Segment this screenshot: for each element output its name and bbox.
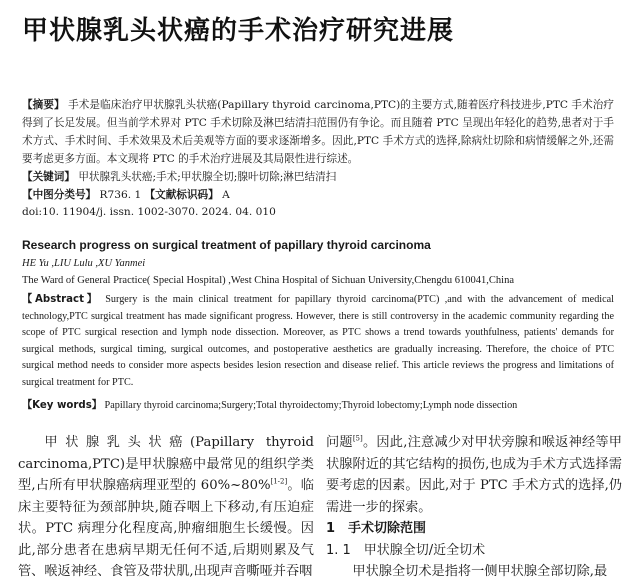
keywords-cn-label: 【关键词】 [22, 171, 75, 183]
abstract-cn [22, 96, 614, 168]
body-text: 甲状腺乳头状癌(Papillary thyroid carcinoma,PTC)是甲状腺癌中最常见的组织学类型,占所有甲状腺癌病理亚型的 60%~80% [18, 435, 314, 493]
citation: [5] [352, 434, 363, 443]
abstract-en-text: Surgery is the main clinical treatment for papillary thyroid carcinoma(PTC) ,and with the advancement of medical technology,PTC surgical treatment has made significant progress. However, there is still controversy in the academic community regarding the scope of PTC surgical resection and lymph node dissection. Moreover, as PTC shows a trend towards youthfulness, patients' demands for surgical methods, surgical timing, surgical outcomes, and postoperative aesthetics are gradually increasing. Therefore, the choice of PTC surgical method needs to consider more aspects besides lesion resection and disease relief. This article reviews the progress and limitations of surgical treatment for PTC. [22, 294, 614, 388]
classification-value: R736. 1 [99, 189, 142, 201]
english-title: Research progress on surgical treatment of papillary thyroid carcinoma [22, 238, 431, 252]
body-right-column [326, 432, 622, 583]
english-affiliation: The Ward of General Practice( Special Hospital) ,West China Hospital of Sichuan University,Chengdu 610041,China [22, 275, 514, 286]
keywords-en-label: 【Key words】 [22, 400, 102, 411]
abstract-en [22, 292, 614, 392]
keywords-en-text: Papillary thyroid carcinoma;Surgery;Total thyroidectomy;Thyroid lobectomy;Lymph node dissection [104, 400, 518, 411]
classification-label: 【中图分类号】 [22, 189, 97, 201]
citation: [1-2] [270, 477, 288, 486]
keywords-cn-text: 甲状腺乳头状癌;手术;甲状腺全切;腺叶切除;淋巴结清扫 [78, 171, 337, 183]
doc-code-label: 【文献标识码】 [144, 189, 219, 201]
abstract-cn-text: 手术是临床治疗甲状腺乳头状癌(Papillary thyroid carcinoma,PTC)的主要方式,随着医疗科技进步,PTC 手术治疗得到了长足发展。但当前学术界对 PTC 手术切除及淋巴结清扫范围仍有争论。而且随着 PTC 呈现出年轻化的趋势,患者对于手术方式、手术时间、手术效果及术后美观等方面的要求逐渐增多。因此,PTC 手术方式的选择,除病灶切除和病情缓解之外,还需要考虑更多方面。本文现将 PTC 的手术治疗进展及其局限性进行综述。 [22, 99, 614, 165]
doc-code-value: A [222, 189, 230, 201]
body-text: 。临床主要特征为颈部肿块,随吞咽上下移动,有压迫症状。PTC 病理分化程度高,肿瘤细胞生长缓慢。因此,部分患者在患病早期无任何不适,后期则累及气管、喉返神经、食管及带状肌,出现声音嘶哑并吞咽 [18, 478, 314, 579]
classification-line [22, 186, 622, 204]
body-left-column [18, 432, 314, 583]
english-authors: HE Yu ,LIU Lulu ,XU Yanmei [22, 258, 146, 269]
paper-title: 甲状腺乳头状癌的手术治疗研究进展 [22, 16, 455, 46]
body-text: 问题 [326, 435, 353, 450]
abstract-cn-label: 【摘要】 [22, 99, 65, 111]
body-paragraph [326, 432, 622, 518]
keywords-en [22, 396, 622, 411]
body-paragraph [18, 432, 314, 583]
body-paragraph: 甲状腺全切术是指将一侧甲状腺全部切除,最 [352, 564, 608, 579]
keywords-cn [22, 168, 622, 186]
doi: doi:10. 11904/j. issn. 1002-3070. 2024. 04. 010 [22, 206, 276, 218]
subsection-heading: 1. 1 甲状腺全切/近全切术 [326, 542, 486, 558]
body-text: 。因此,注意减少对甲状旁腺和喉返神经等甲状腺附近的其它结构的损伤,也成为手术方式选择需要考虑的因素。因此,对于 PTC 手术方式的选择,仍需进一步的探索。 [326, 435, 622, 515]
section-heading: 1 手术切除范围 [326, 521, 427, 536]
abstract-en-label: 【Abstract】 [22, 294, 100, 305]
